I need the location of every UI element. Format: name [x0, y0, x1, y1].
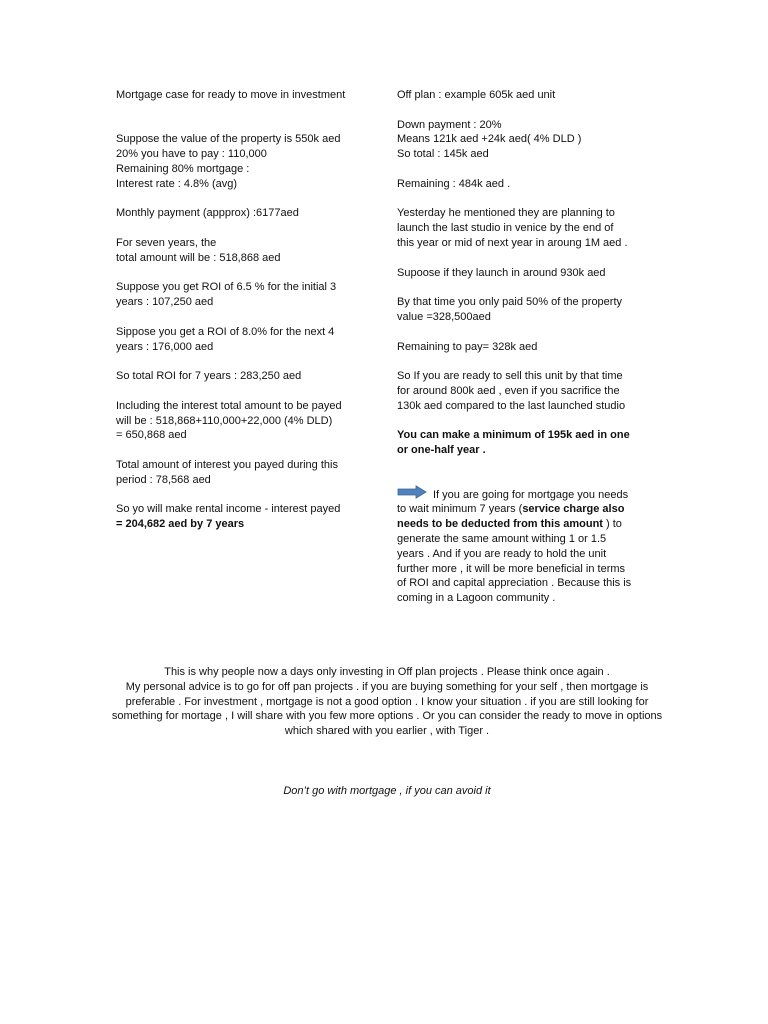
remaining-line: Remaining : 484k aed .: [397, 177, 511, 190]
advice-line-1: This is why people now a days only investing in Off plan projects . Please think once again .: [164, 666, 610, 678]
launch-price-line: Supoose if they launch in around 930k aed: [397, 266, 606, 279]
service-charge-text: service charge also: [522, 503, 625, 516]
roi-initial-value-line: years : 107,250 aed: [116, 296, 214, 309]
down-payment-line: 20% you have to pay : 110,000: [116, 148, 267, 161]
mortgage-note-first-line: [397, 488, 657, 503]
paid-value-line: value =328,500aed: [397, 310, 491, 323]
sum-formula-line: will be : 518,868+110,000+22,000 (4% DLD): [116, 414, 333, 427]
total-amount-line: total amount will be : 518,868 aed: [116, 251, 281, 264]
sell-unit-line-3: 130k aed compared to the last launched studio: [397, 399, 626, 412]
to-text: ) to: [602, 518, 622, 531]
total-interest-line: Total amount of interest you payed during this: [116, 458, 338, 471]
roi-next-line: Sippose you get a ROI of 8.0% for the next 4: [116, 325, 335, 338]
roi-initial-line: Suppose you get ROI of 6.5 % for the initial 3: [116, 281, 337, 294]
advice-line-3: preferable . For investment , mortgage is not a good option . I know your situation . if you are still looking for: [125, 695, 649, 708]
wait-years-text: to wait minimum 7 years (: [397, 503, 523, 516]
mortgage-note-line-3: [397, 517, 657, 532]
total-roi-line: So total ROI for 7 years : 283,250 aed: [116, 370, 302, 383]
mortgage-note-line-4: generate the same amount withing 1 or 1.5: [397, 532, 607, 545]
mortgage-note-line-2: [397, 502, 657, 517]
remaining-to-pay-line: Remaining to pay= 328k aed: [397, 340, 538, 353]
mortgage-note-text: If you are going for mortgage you needs: [433, 488, 629, 501]
rental-income-line: So yo will make rental income - interest payed: [116, 503, 341, 516]
seven-years-line: For seven years, the: [116, 236, 217, 249]
mortgage-column: [116, 88, 378, 532]
off-plan-column: [397, 88, 657, 606]
interest-rate-line: Interest rate : 4.8% (avg): [116, 177, 238, 190]
monthly-payment-line: Monthly payment (appprox) :6177aed: [116, 207, 299, 220]
property-value-line: Suppose the value of the property is 550k aed: [116, 133, 341, 146]
mortgage-remaining-line: Remaining 80% mortgage :: [116, 162, 250, 175]
minimum-profit-line-2: or one-half year .: [397, 444, 486, 457]
advice-line-2: My personal advice is to go for off pan projects . if you are buying something for your self , then mortgage is: [125, 680, 649, 693]
launch-plan-line-2: launch the last studio in venice by the end of: [397, 222, 614, 235]
mortgage-note-line-6: further more , it will be more beneficial in terms: [397, 562, 626, 575]
deducted-text: needs to be deducted from this amount: [397, 518, 603, 531]
mortgage-note-line-5: years . And if you are ready to hold the unit: [397, 547, 607, 560]
down-payment-percent-line: Down payment : 20%: [397, 118, 502, 131]
mortgage-note-line-7: of ROI and capital appreciation . Because this is: [397, 577, 632, 590]
right-arrow-icon: [397, 485, 427, 499]
sum-result-line: = 650,868 aed: [116, 429, 187, 442]
mortgage-note-line-8: coming in a Lagoon community .: [397, 592, 556, 605]
minimum-profit-line-1: You can make a minimum of 195k aed in one: [397, 429, 630, 442]
paid-by-then-line: By that time you only paid 50% of the property: [397, 296, 623, 309]
sell-unit-line-2: for around 800k aed , even if you sacrifice the: [397, 384, 620, 397]
advice-paragraph: [82, 665, 692, 739]
closing-remark: Don’t go with mortgage , if you can avoid it: [283, 785, 491, 797]
launch-plan-line-1: Yesterday he mentioned they are planning to: [397, 207, 615, 220]
mortgage-heading: Mortgage case for ready to move in investment: [116, 89, 346, 101]
total-interest-value-line: period : 78,568 aed: [116, 473, 211, 486]
sell-unit-line-1: So If you are ready to sell this unit by that time: [397, 370, 623, 383]
advice-line-4: something for mortage , I will share with you few more options . Or you can consider the ready to move in options: [111, 710, 663, 723]
off-plan-heading: Off plan : example 605k aed unit: [397, 89, 556, 101]
rental-income-result-line: = 204,682 aed by 7 years: [116, 518, 245, 531]
launch-plan-line-3: this year or mid of next year in aroung 1M aed .: [397, 236, 628, 249]
roi-next-value-line: years : 176,000 aed: [116, 340, 214, 353]
down-payment-total-line: So total : 145k aed: [397, 148, 489, 161]
down-payment-breakdown-line: Means 121k aed +24k aed( 4% DLD ): [397, 133, 582, 146]
including-interest-line: Including the interest total amount to be payed: [116, 399, 342, 412]
advice-line-5: which shared with you earlier , with Tiger .: [284, 725, 490, 738]
